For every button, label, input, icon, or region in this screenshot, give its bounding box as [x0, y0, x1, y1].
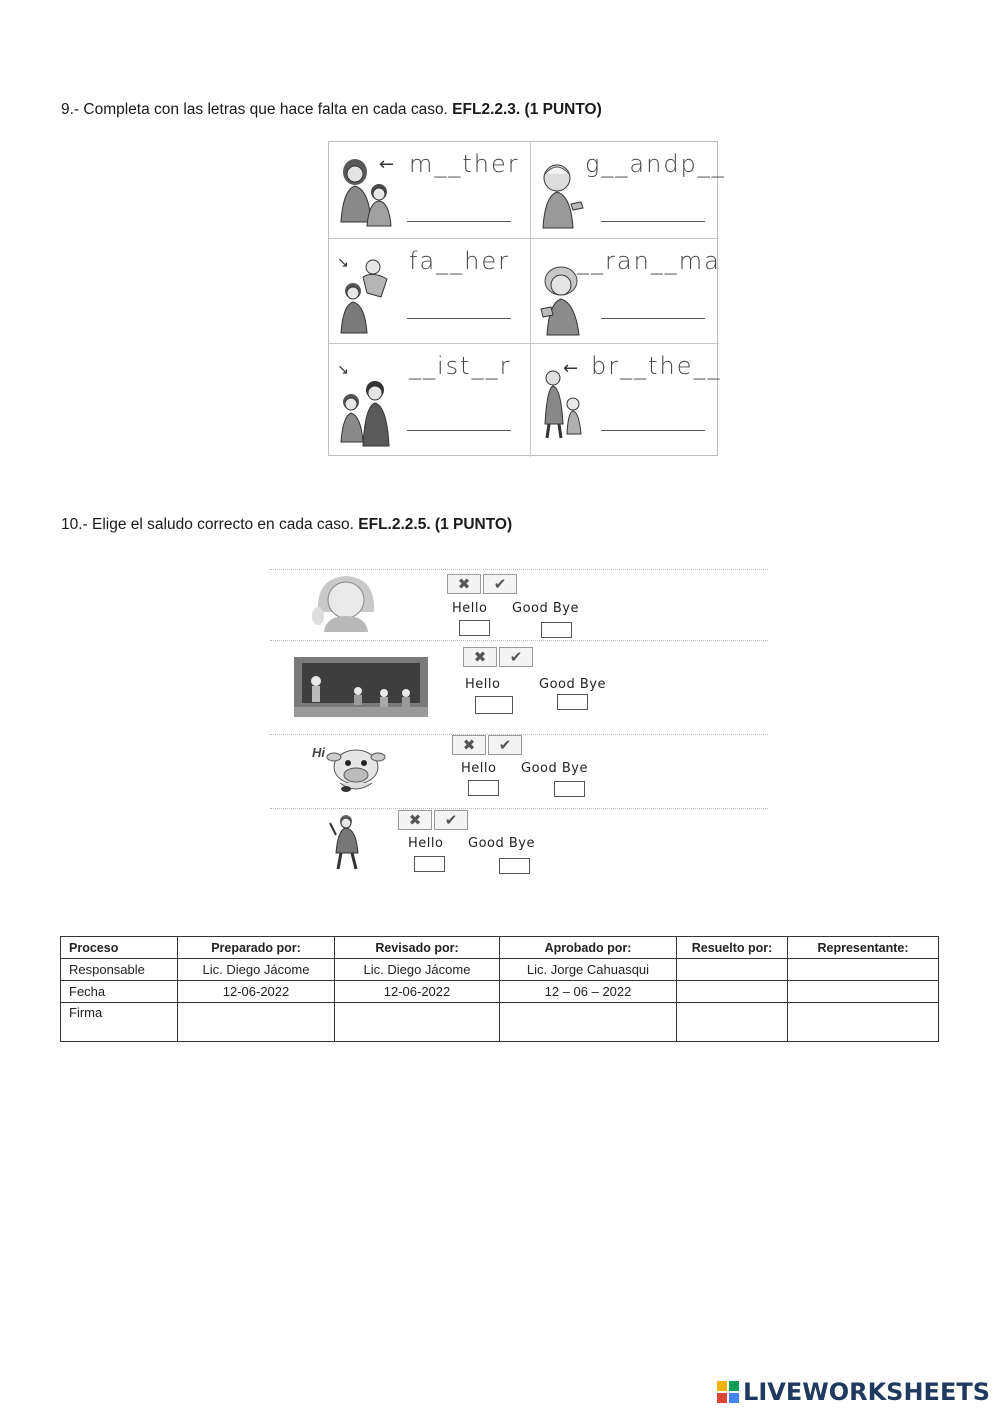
hello-checkbox[interactable] [468, 780, 499, 796]
table-cell: Fecha [61, 981, 178, 1003]
answer-line[interactable] [407, 318, 511, 319]
word-cell[interactable] [531, 142, 726, 239]
hello-label: Hello [465, 677, 501, 692]
signature-cell [335, 1003, 500, 1042]
signature-cell [677, 1003, 788, 1042]
greeting-row [270, 735, 768, 808]
answer-feedback [452, 735, 524, 757]
cow-hi-icon [326, 743, 386, 795]
logo-icon [717, 1381, 739, 1403]
column-header: Aprobado por: [500, 937, 677, 959]
answer-line[interactable] [601, 430, 705, 431]
table-row [61, 981, 939, 1003]
check-icon: ✔ [499, 647, 533, 667]
word-cell[interactable] [329, 344, 531, 457]
hello-label: Hello [408, 836, 444, 851]
table-row [61, 959, 939, 981]
incomplete-word: m__ther [409, 150, 520, 178]
table-cell [788, 959, 939, 981]
arrow-icon: ↘ [337, 362, 349, 378]
greeting-row [270, 568, 768, 640]
table-cell [677, 959, 788, 981]
classroom-icon [294, 657, 428, 717]
table-cell [677, 981, 788, 1003]
incomplete-word: br__the__ [591, 352, 722, 380]
greeting-row [270, 809, 768, 887]
incomplete-word: __ran__ma [577, 247, 721, 275]
hello-checkbox[interactable] [475, 696, 513, 714]
hello-checkbox[interactable] [414, 856, 445, 872]
table-cell: Lic. Jorge Cahuasqui [500, 959, 677, 981]
answer-line[interactable] [407, 221, 511, 222]
answer-feedback [398, 810, 470, 832]
word-cell[interactable] [531, 344, 722, 457]
hello-checkbox[interactable] [459, 620, 490, 636]
approval-table [60, 936, 939, 1042]
goodbye-checkbox[interactable] [557, 694, 588, 710]
answer-line[interactable] [601, 221, 705, 222]
question-10-title: 10.- Elige el saludo correcto en cada caso. EFL.2.2.5. (1 PUNTO) [61, 516, 513, 533]
girl-waving-icon [310, 572, 382, 632]
sister-icon [333, 372, 401, 450]
column-header: Proceso [61, 937, 178, 959]
goodbye-checkbox[interactable] [541, 622, 572, 638]
arrow-icon: ← [379, 154, 395, 175]
goodbye-label: Good Bye [468, 836, 535, 851]
hello-label: Hello [461, 761, 497, 776]
column-header: Resuelto por: [677, 937, 788, 959]
check-icon: ✔ [488, 735, 522, 755]
column-header: Preparado por: [178, 937, 335, 959]
greeting-row [270, 641, 768, 734]
table-cell: Responsable [61, 959, 178, 981]
word-cell[interactable] [531, 239, 719, 344]
logo-text: LIVEWORKSHEETS [743, 1378, 990, 1406]
wrong-icon: ✖ [447, 574, 481, 594]
column-header: Revisado por: [335, 937, 500, 959]
table-cell: 12-06-2022 [335, 981, 500, 1003]
goodbye-label: Good Bye [512, 601, 579, 616]
incomplete-word: g__andp__ [585, 150, 726, 178]
answer-feedback [447, 574, 519, 596]
boy-leaving-icon [328, 813, 364, 871]
goodbye-label: Good Bye [521, 761, 588, 776]
answer-line[interactable] [407, 430, 511, 431]
signature-cell [500, 1003, 677, 1042]
answer-line[interactable] [601, 318, 705, 319]
table-cell: 12-06-2022 [178, 981, 335, 1003]
wrong-icon: ✖ [398, 810, 432, 830]
table-cell: Lic. Diego Jácome [178, 959, 335, 981]
column-header: Representante: [788, 937, 939, 959]
incomplete-word: fa__her [409, 247, 510, 275]
incomplete-word: __ist__r [409, 352, 512, 380]
greetings-exercise [270, 568, 768, 888]
table-cell: Firma [61, 1003, 178, 1042]
word-cell[interactable] [329, 142, 531, 239]
wrong-icon: ✖ [463, 647, 497, 667]
signature-cell [788, 1003, 939, 1042]
arrow-icon: ↘ [337, 255, 349, 271]
wrong-icon: ✖ [452, 735, 486, 755]
goodbye-checkbox[interactable] [499, 858, 530, 874]
table-row [61, 1003, 939, 1042]
liveworksheets-logo [717, 1378, 990, 1406]
arrow-icon: ← [563, 358, 579, 379]
family-words-grid [328, 141, 726, 456]
table-cell: Lic. Diego Jácome [335, 959, 500, 981]
check-icon: ✔ [483, 574, 517, 594]
table-cell: 12 – 06 – 2022 [500, 981, 677, 1003]
table-cell [788, 981, 939, 1003]
check-icon: ✔ [434, 810, 468, 830]
question-9-title: 9.- Completa con las letras que hace falta en cada caso. EFL2.2.3. (1 PUNTO) [61, 101, 602, 118]
goodbye-checkbox[interactable] [554, 781, 585, 797]
answer-feedback [463, 647, 535, 669]
signature-cell [178, 1003, 335, 1042]
hi-speech-label: Hi [312, 745, 325, 760]
table-header-row [61, 937, 939, 959]
word-cell[interactable] [329, 239, 531, 344]
goodbye-label: Good Bye [539, 677, 606, 692]
hello-label: Hello [452, 601, 488, 616]
